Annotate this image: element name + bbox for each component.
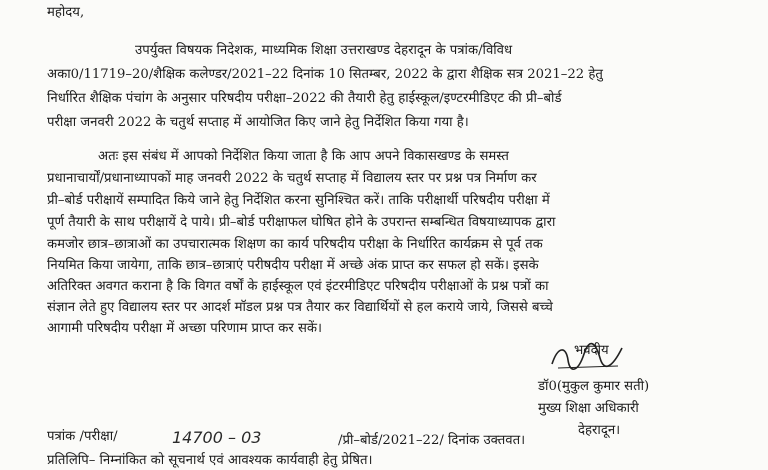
para2-line-4: पूर्ण तैयारी के साथ परीक्षायें दे पाये। प्री–बोर्ड परीक्षाफल घोषित होने के उपरान्त सम्बन्धित विषयाध्यापक द्वारा xyxy=(47,215,556,230)
para2-line-7: अतिरिक्त अवगत कराना है कि विगत वर्षों के हाईस्कूल एवं इंटरमीडिएट परिषदीय परीक्षाओं के प्रश्न पत्रों का xyxy=(47,279,549,294)
para1-line-1: उपर्युक्त विषयक निदेशक, माध्यमिक शिक्षा उत्तराखण्ड देहरादून के पत्रांक/विविध xyxy=(135,43,513,58)
para2-line-9: आगामी परिषदीय परीक्षा में अच्छा परिणाम प्राप्त कर सकें। xyxy=(47,321,322,336)
officer-place: देहरादून। xyxy=(578,423,621,438)
reference-handwritten-number: 14700 – 03 xyxy=(172,428,262,447)
para1-line-2: अका0/11719–20/शैक्षिक कलेण्डर/2021–22 दिनांक 10 सितम्बर, 2022 के द्वारा शैक्षिक सत्र 2021–22 हेतु xyxy=(47,67,603,82)
para2-line-8: संज्ञान लेते हुए विद्यालय स्तर पर आदर्श मॉडल प्रश्न पत्र तैयार कर विद्यार्थियों से हल कराये जाये, जिससे बच्चे xyxy=(47,300,553,315)
para2-line-2: प्रधानाचार्यों/प्रधानाध्यापकों माह जनवरी 2022 के चतुर्थ सप्ताह में विद्यालय स्तर पर प्रश्न पत्र निर्माण कर xyxy=(47,171,537,186)
para2-line-6: नियमित किया जायेगा, ताकि छात्र–छात्राएं परीषदीय परीक्षा में अच्छे अंक प्राप्त कर सफल हो सकें। इसके xyxy=(47,258,539,273)
para1-line-4: परीक्षा जनवरी 2022 के चतुर्थ सप्ताह में आयोजित किए जाने हेतु निर्देशित किया गया है। xyxy=(47,115,469,130)
signature-stamp-text: भवदीय xyxy=(574,343,609,358)
salutation: महोदय, xyxy=(47,5,85,20)
para2-line-3: प्री–बोर्ड परीक्षायें सम्पादित किये जाने हेतु निर्देशित करना सुनिश्चित करें। ताकि परीक्षार्थी परिषदीय परीक्षा में xyxy=(47,193,550,208)
reference-suffix: /प्री–बोर्ड/2021–22/ दिनांक उक्तवत। xyxy=(338,433,526,448)
copy-to-line: प्रतिलिपि– निम्नांकित को सूचनार्थ एवं आवश्यक कार्यवाही हेतु प्रेषित। xyxy=(47,453,373,468)
officer-name: डॉ0(मुकुल कुमार सती) xyxy=(538,379,650,394)
para1-line-3: निर्धारित शैक्षिक पंचांग के अनुसार परिषदीय परीक्षा–2022 की तैयारी हेतु हाईस्कूल/इण्टरमीडिएट की प्री–बोर्ड xyxy=(47,91,562,106)
para2-line-1: अतः इस संबंध में आपको निर्देशित किया जाता है कि आप अपने विकासखण्ड के समस्त xyxy=(98,149,509,164)
reference-prefix: पत्रांक /परीक्षा/ xyxy=(47,429,118,444)
para2-line-5: कमजोर छात्र–छात्राओं का उपचारात्मक शिक्षण का कार्य परिषदीय परीक्षा के निर्धारित कार्यक्रम से पूर्व तक xyxy=(47,237,543,252)
officer-designation: मुख्य शिक्षा अधिकारी xyxy=(538,401,639,416)
